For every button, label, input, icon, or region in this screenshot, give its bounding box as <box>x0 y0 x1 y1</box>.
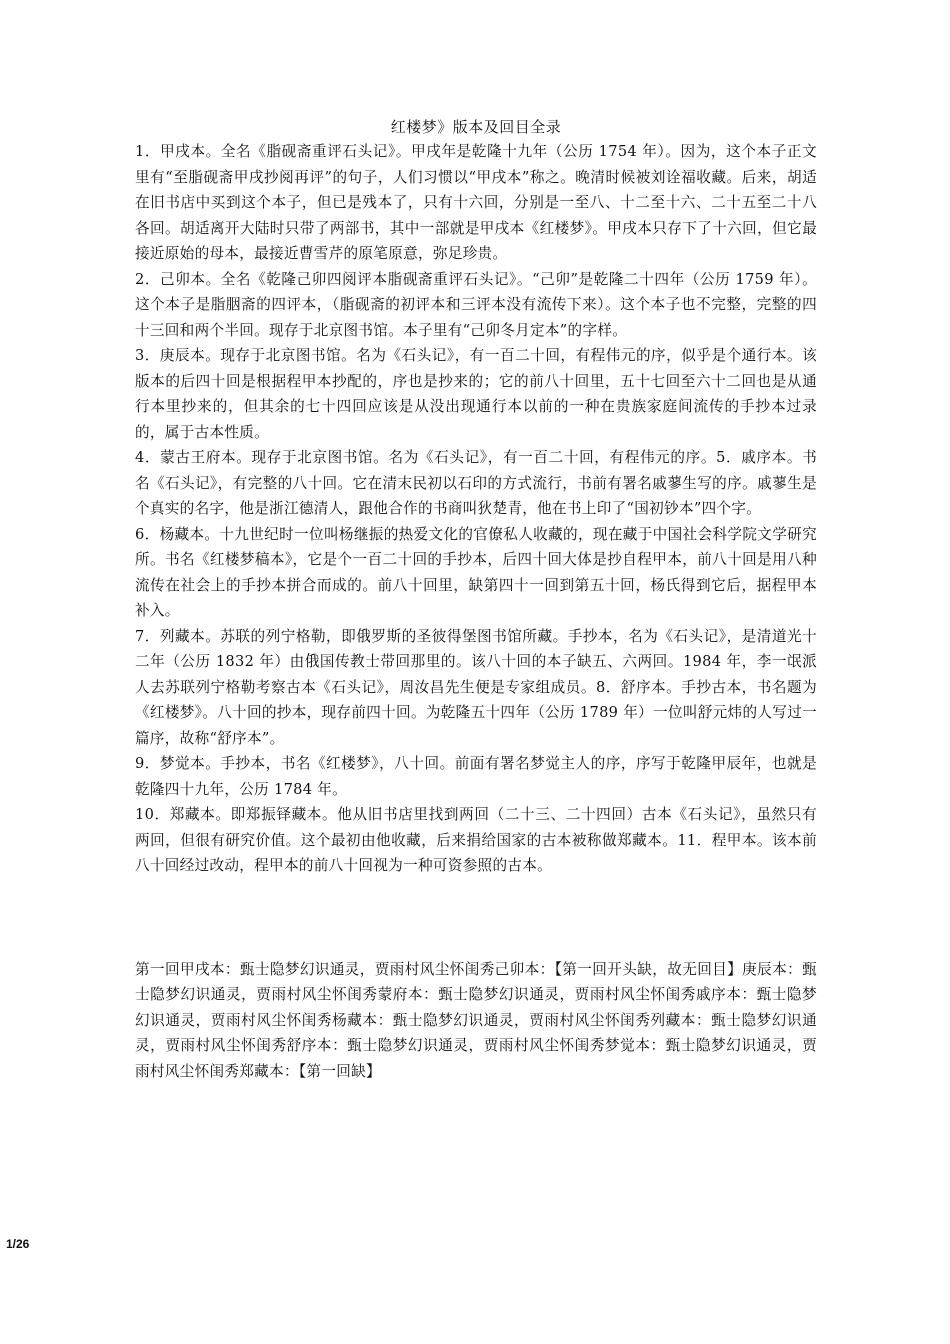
document-title: 红楼梦》版本及回目全录 <box>390 119 562 136</box>
paragraph-gengchen: 3．庚辰本。现存于北京图书馆。名为《石头记》，有一百二十回，有程伟元的序，似乎是个通行本。该版本的后四十回是根据程甲本抄配的，序也是抄来的；它的前八十回里，五十七回至六十二回也是从通行本里抄来的，但其余的七十四回应该是从没出现通行本以前的一种在贵族家庭间流传的手抄本过录的，属于古本性质。 <box>135 347 817 441</box>
paragraph-menggu-qixu: 4．蒙古王府本。现存于北京图书馆。名为《石头记》，有一百二十回，有程伟元的序。5．戚序本。书名《石头记》，有完整的八十回。它在清末民初以石印的方式流行，书前有署名戚蓼生写的序。戚蓼生是个真实的名字，他是浙江德清人，跟他合作的书商叫狄楚青，他在书上印了“国初钞本”四个字。 <box>135 449 817 517</box>
paragraph-jimao: 2．己卯本。全名《乾隆己卯四阅评本脂砚斋重评石头记》。“己卯”是乾隆二十四年（公历 1759 年）。这个本子是脂胭斋的四评本，（脂砚斋的初评本和三评本没有流传下来）。这个本子也不完整，完整的四十三回和两个半回。现存于北京图书馆。本子里有“己卯冬月定本”的字样。 <box>135 270 817 339</box>
paragraph-yangcang: 6．杨藏本。十九世纪时一位叫杨继振的热爱文化的官僚私人收藏的，现在藏于中国社会科学院文学研究所。书名《红楼梦稿本》，它是个一百二十回的手抄本，后四十回大体是抄自程甲本，前八十回是用八种流传在社会上的手抄本拼合而成的。前八十回里，缺第四十一回到第五十回，杨氏得到它后，据程甲本补入。 <box>135 525 817 619</box>
paragraph-mengjue: 9．梦觉本。手抄本，书名《红楼梦》，八十回。前面有署名梦觉主人的序，序写于乾隆甲辰年，也就是乾隆四十九年，公历 1784 年。 <box>135 755 817 798</box>
section-spacer <box>135 879 817 957</box>
paragraph-liecang-shuxu: 7．列藏本。苏联的列宁格勒，即俄罗斯的圣彼得堡图书馆所藏。手抄本，名为《石头记》，是清道光十二年（公历 1832 年）由俄国传教士带回那里的。该八十回的本子缺五、六两回。1984 年，李一氓派人去苏联列宁格勒考察古本《石头记》，周汝昌先生便是专家组成员。8．舒序本。手抄古本，书名题为《红楼梦》。八十回的抄本，现存前四十回。为乾隆五十四年（公历 1789 年）一位叫舒元炜的人写过一篇序，故称“舒序本”。 <box>135 627 817 747</box>
paragraph-zhengcang-chengjia: 10．郑藏本。即郑振铎藏本。他从旧书店里找到两回（二十三、二十四回）古本《石头记》，虽然只有两回，但很有研究价值。这个最初由他收藏，后来捐给国家的古本被称做郑藏本。11．程甲本。该本前八十回经过改动，程甲本的前八十回视为一种可资参照的古本。 <box>135 806 817 874</box>
chapter-one-catalog: 第一回甲戌本：甄士隐梦幻识通灵，贾雨村风尘怀闺秀己卯本：【第一回开头缺，故无回目】庚辰本：甄士隐梦幻识通灵，贾雨村风尘怀闺秀蒙府本：甄士隐梦幻识通灵，贾雨村风尘怀闺秀戚序本：甄士隐梦幻识通灵，贾雨村风尘怀闺秀杨藏本：甄士隐梦幻识通灵，贾雨村风尘怀闺秀列藏本：甄士隐梦幻识通灵，贾雨村风尘怀闺秀舒序本：甄士隐梦幻识通灵，贾雨村风尘怀闺秀梦觉本：甄士隐梦幻识通灵，贾雨村风尘怀闺秀郑藏本：【第一回缺】 <box>135 960 817 1080</box>
document-body <box>135 117 817 1084</box>
page-number: 1/26 <box>6 1237 30 1251</box>
paragraph-jiaxu: 1．甲戌本。全名《脂砚斋重评石头记》。甲戌年是乾隆十九年（公历 1754 年）。因为，这个本子正文里有“至脂砚斋甲戌抄阅再评”的句子，人们习惯以“甲戌本”称之。晚清时候被刘诠福收藏。后来，胡适在旧书店中买到这个本子，但已是残本了，只有十六回，分别是一至八、十二至十六、二十五至二十八各回。胡适离开大陆时只带了两部书，其中一部就是甲戌本《红楼梦》。甲戌本只存下了十六回，但它最接近原始的母本，最接近曹雪芹的原笔原意，弥足珍贵。 <box>135 143 817 262</box>
